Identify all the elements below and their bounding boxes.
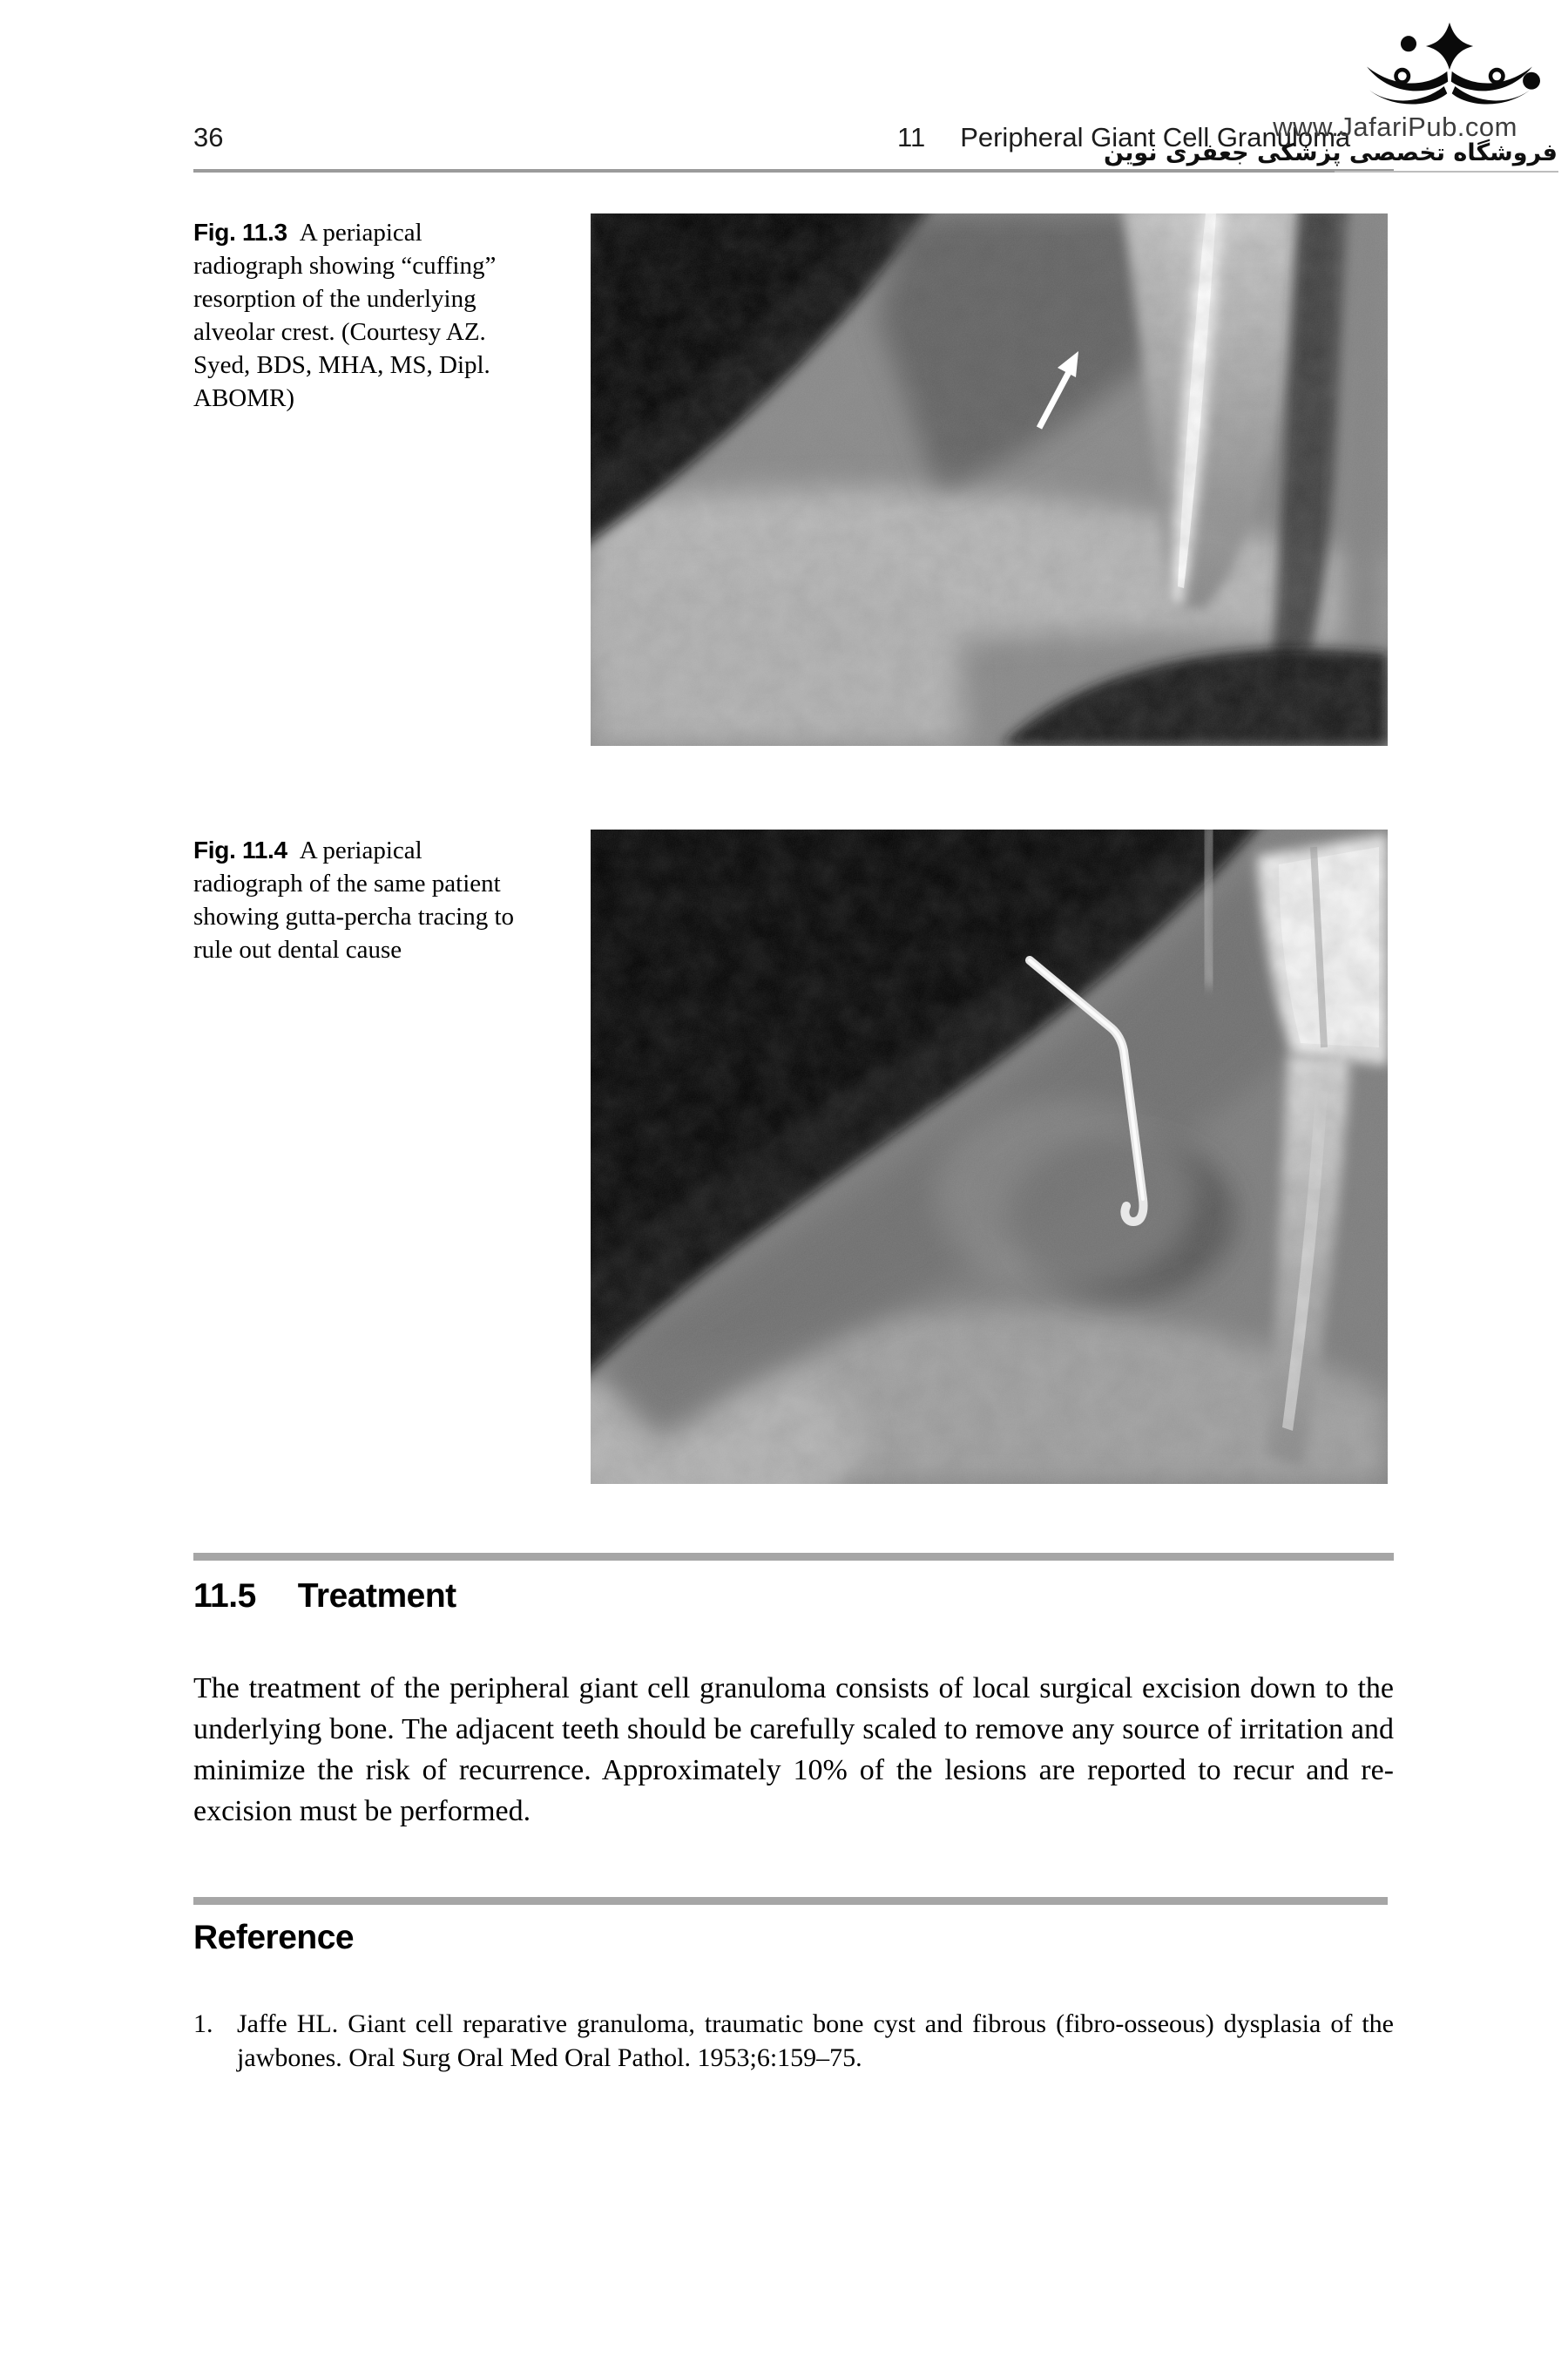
logo-right-spiral <box>1490 70 1503 82</box>
treatment-section-number: 11.5 <box>193 1577 256 1615</box>
page-number: 36 <box>193 122 224 152</box>
reference-item <box>193 2007 1394 2075</box>
treatment-section-heading <box>193 1577 456 1616</box>
section-divider <box>193 1897 1388 1905</box>
jafaripub-calligraphy-logo-icon <box>1348 21 1551 112</box>
reference-item-number: 1. <box>193 2009 213 2038</box>
radiograph-fig-11-4 <box>591 830 1388 1484</box>
section-divider <box>193 1553 1394 1561</box>
reference-item-text: Jaffe HL. Giant cell reparative granuloma, traumatic bone cyst and fibrous (fibro-osseous) dysplasia of the jawbones. Oral Surg Oral Med Oral Pathol. 1953;6:159–75. <box>237 2009 1394 2072</box>
watermark-underline <box>1335 171 1558 173</box>
figure-11-4-caption-text: A periapical radiograph of the same patient showing gutta-percha tracing to rule out dental cause <box>193 837 515 964</box>
logo-left-dot <box>1401 36 1416 51</box>
watermark-persian-text: فروشگاه تخصصی پزشکی جعفری نوین <box>1104 139 1558 166</box>
logo-star <box>1426 23 1473 70</box>
figure-11-3-caption-text: A periapical radiograph showing “cuffing” resorption of the underlying alveolar crest. (Courtesy AZ. Syed, BDS, MHA, MS, Dipl. ABOMR) <box>193 219 497 412</box>
running-head-chapter-number: 11 <box>897 122 926 152</box>
radiograph-fig-11-3 <box>591 213 1388 746</box>
treatment-section-title: Treatment <box>297 1577 456 1615</box>
header-rule <box>193 169 1394 173</box>
treatment-body-paragraph: The treatment of the peripheral giant cell granuloma consists of local surgical excision down to the underlying bone. The adjacent teeth should be carefully scaled to remove any source of irritation and minimize the risk of recurrence. Approximately 10% of the lesions are reported to recur and re-excision must be performed. <box>193 1672 1394 1827</box>
logo-left-spiral <box>1396 70 1409 82</box>
figure-11-3-caption <box>193 216 529 415</box>
watermark-url: www.JafariPub.com <box>1273 112 1517 142</box>
figure-11-4-label: Fig. 11.4 <box>193 837 287 864</box>
reference-list <box>193 2007 1394 2075</box>
figure-11-3-label: Fig. 11.3 <box>193 219 287 246</box>
figure-11-4-caption <box>193 834 529 966</box>
running-head-chapter-title: Peripheral Giant Cell Granuloma <box>960 122 1351 152</box>
reference-section-heading: Reference <box>193 1919 355 1956</box>
logo-right-end-dot <box>1523 72 1540 90</box>
